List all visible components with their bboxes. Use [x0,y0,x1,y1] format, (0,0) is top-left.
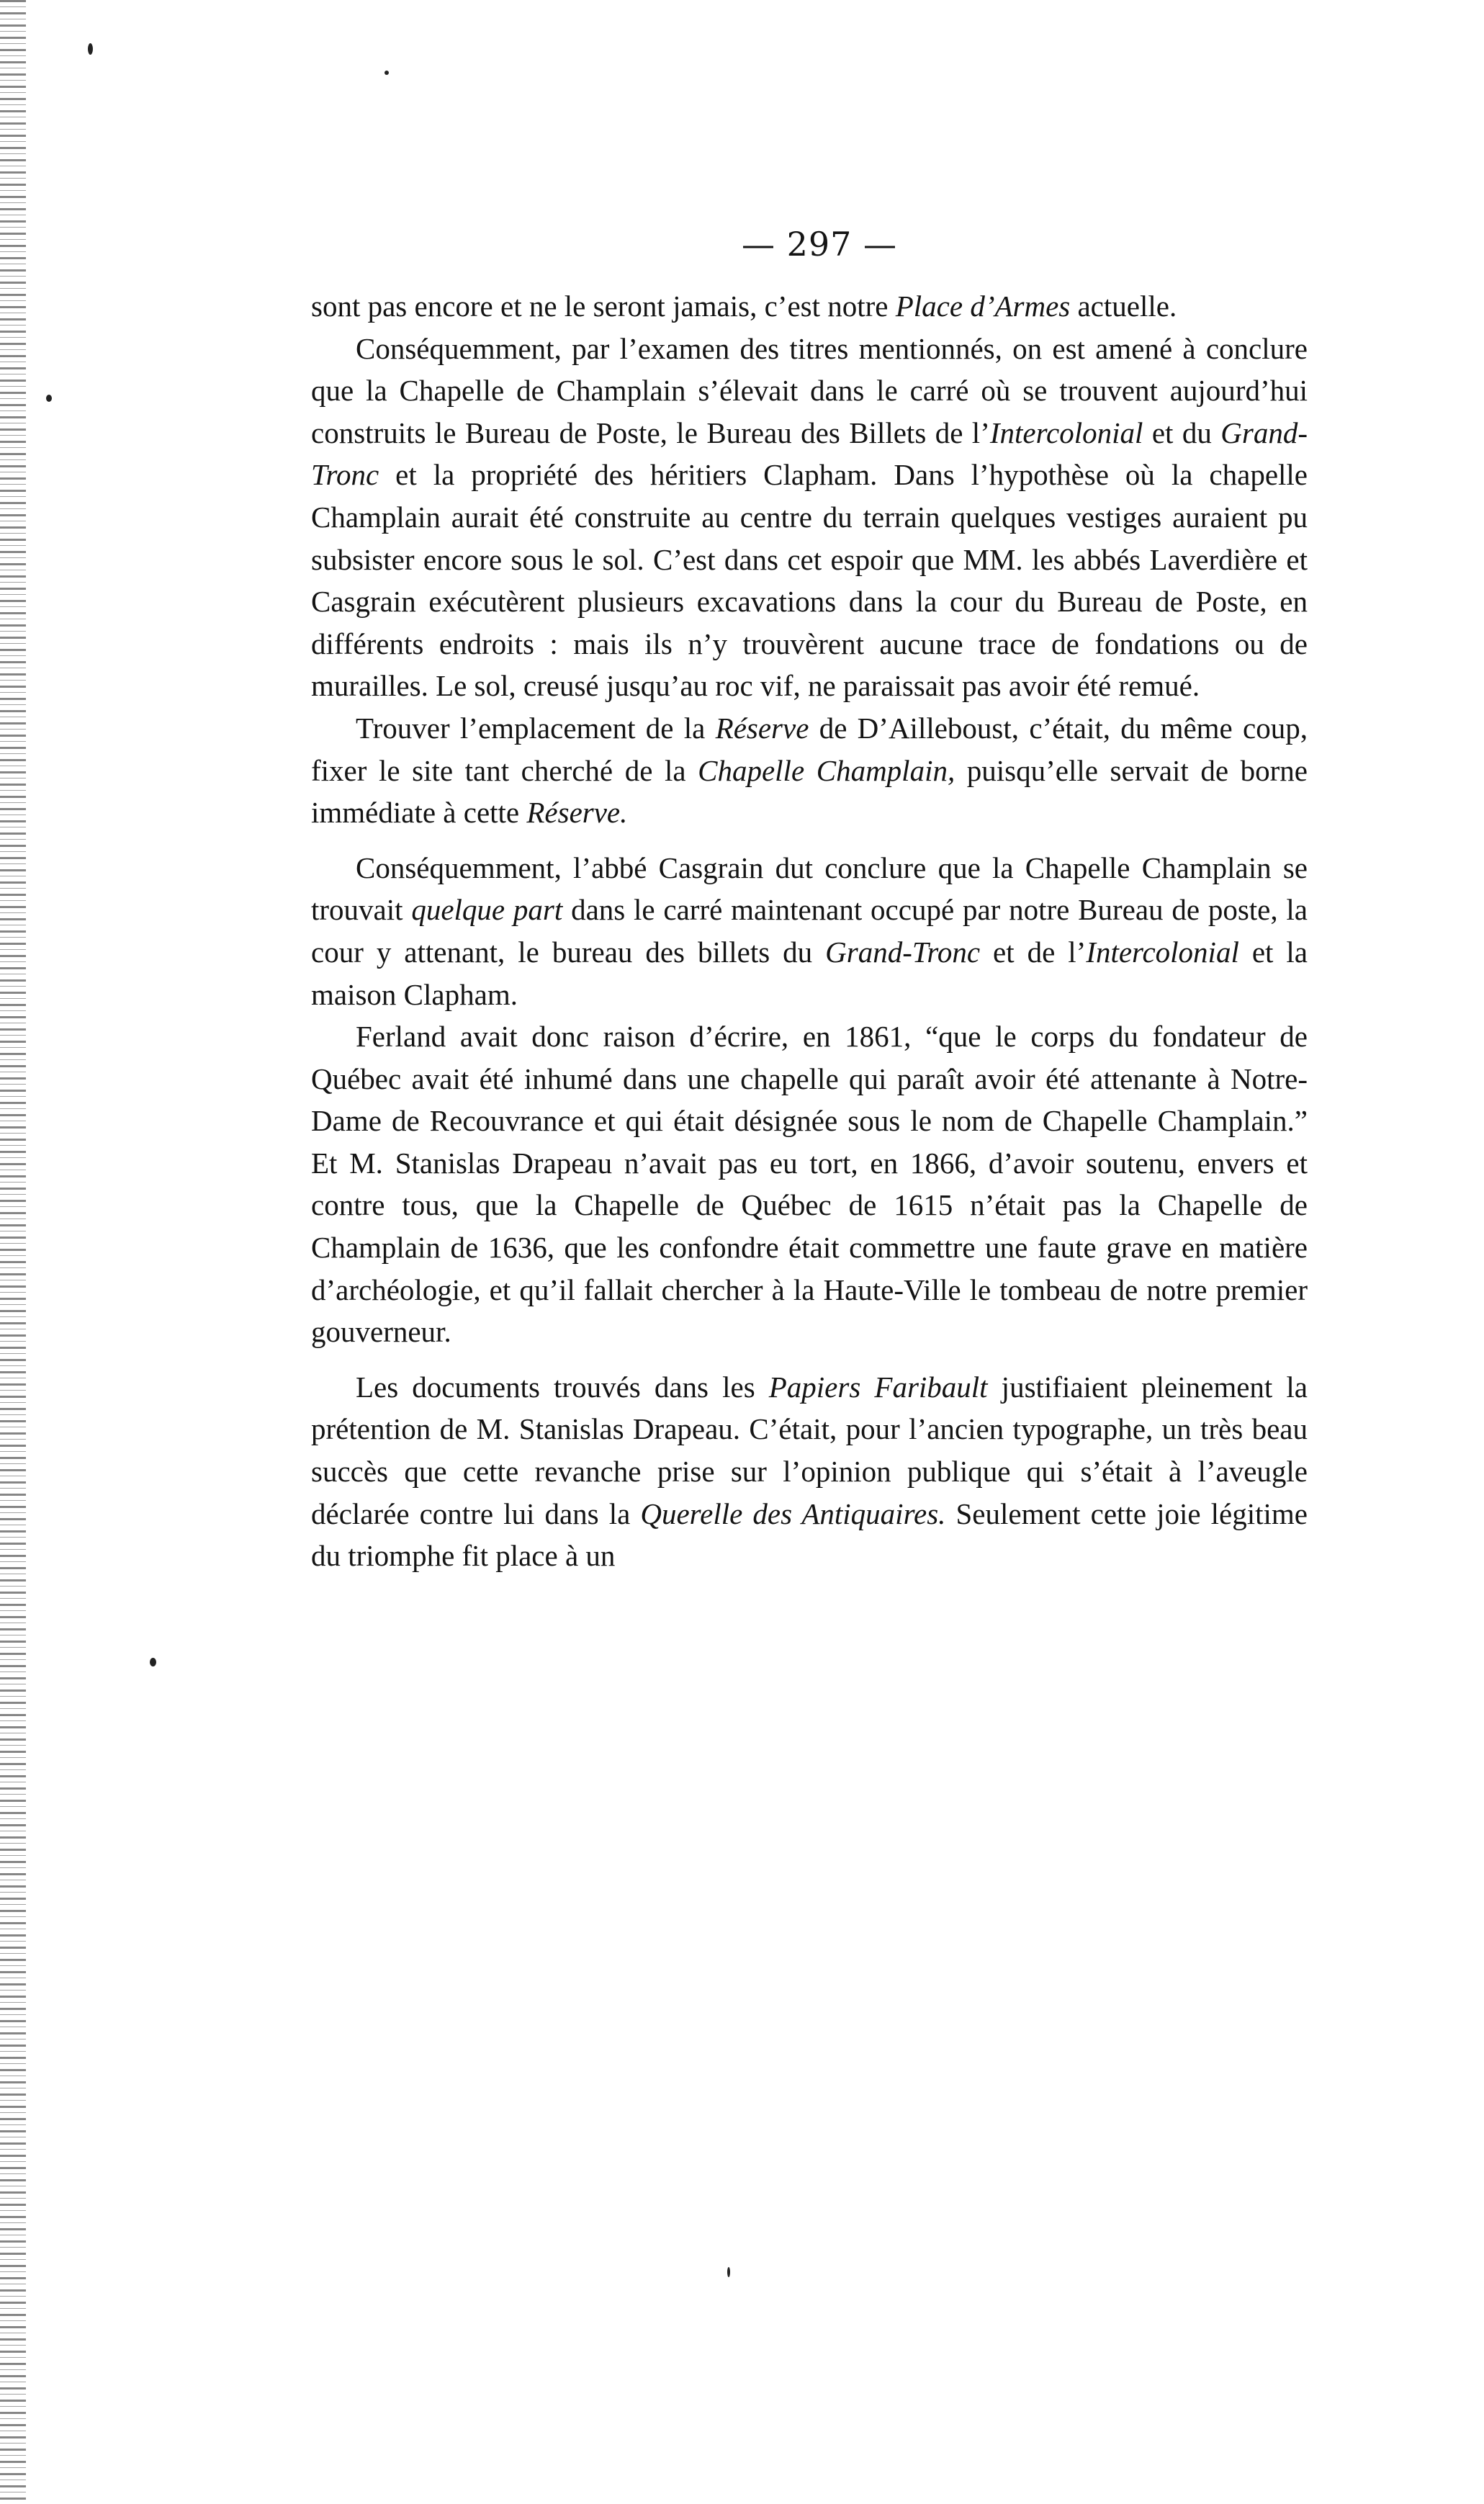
italic-text: Réserve. [526,796,628,830]
text-run: actuelle. [1070,290,1177,323]
text-run: Ferland avait donc raison d’écrire, en 1861, “que le corps du fondateur de Québec avait été inhumé dans une chapelle qui paraît avoir été attenante à Notre-Dame de Recouvrance et qui était désignée sous le nom de Chapelle Champlain.” Et M. Stanislas Drapeau n’avait pas eu tort, en 1866, d’avoir soutenu, envers et contre tous, que la Chapelle de Québec de 1615 n’était pas la Chapelle de Champlain de 1636, que les confondre était commettre une faute grave en matière d’archéologie, et qu’il fallait chercher à la Haute-Ville le tombeau de notre premier gouverneur. [311,1020,1308,1349]
text-run: Conséquemment, par l’examen des titres mentionnés, on est amené à conclure que la Chapelle de Champlain s’élevait dans le carré où se trouvent aujourd’hui construits le Bureau de Poste, le Bureau des Billets de l’ [311,331,1308,449]
italic-text: Grand-Tronc [825,935,981,969]
text-run: et du [1143,416,1221,449]
italic-text: Chapelle Champlain, [698,753,955,787]
scan-speck [150,1658,156,1666]
paragraph [311,1015,1308,1353]
scanned-page-edge [0,0,26,2504]
text-run: et la propriété des héritiers Clapham. Dans l’hypothèse où la chapelle Champlain aurait été construite au centre du terrain quelques vestiges auraient pu subsister encore sous le sol. C’est dans cet espoir que MM. les abbés Laverdière et Casgrain exécutèrent plusieurs excavations dans la cour du Bureau de Poste, en différents endroits : mais ils n’y trouvèrent aucune trace de fondations ou de murailles. Le sol, creusé jusqu’au roc vif, ne paraissait pas avoir été remué. [311,458,1308,703]
italic-text: Papiers Faribault [768,1370,988,1404]
text-run: dans le carré maintenant occupé par notre Bureau de poste, la cour y attenant, le bureau des billets du [311,893,1308,969]
scan-speck [727,2267,730,2277]
body-text [311,285,1308,1577]
text-run: sont pas encore et ne le seront jamais, c’est notre [311,290,896,323]
text-run: de D’Ailleboust, c’était, du même coup, fixer le site tant cherché de la [311,711,1308,787]
text-run: Seulement cette joie légitime du triomphe fit place à un [311,1496,1308,1573]
text-run: puisqu’elle servait de borne immédiate à cette [311,753,1308,830]
text-run: Les documents trouvés dans les [356,1370,769,1404]
paragraph [311,328,1308,707]
text-run: Trouver l’emplacement de la [356,711,716,745]
paragraph [311,707,1308,834]
paragraph [311,285,1308,328]
italic-text: Réserve [715,711,809,745]
page-number: — 297 — [742,225,898,264]
paragraph [311,1366,1308,1577]
italic-text: Place d’Armes [895,290,1071,323]
text-run: et de l’ [980,935,1087,969]
paragraph [311,847,1308,1015]
italic-text: Querelle des Antiquaires. [640,1496,946,1530]
text-run: justifiaient pleinement la prétention de M. Stanislas Drapeau. C’était, pour l’ancien typographe, un très beau succès que cette revanche prise sur l’opinion publique qui s’était à l’aveugle déclarée contre lui dans la [311,1370,1308,1530]
text-run: Conséquemment, l’abbé Casgrain dut conclure que la Chapelle Champlain se trouvait [311,851,1308,927]
italic-text: Intercolonial [989,416,1143,449]
italic-text: Grand-Tronc [311,416,1308,492]
scan-speck [385,71,389,75]
italic-text: Intercolonial [1086,935,1239,969]
text-run: et la maison Clapham. [311,935,1308,1011]
italic-text: quelque part [411,893,563,927]
scan-speck [88,43,93,55]
scan-speck [46,395,52,402]
